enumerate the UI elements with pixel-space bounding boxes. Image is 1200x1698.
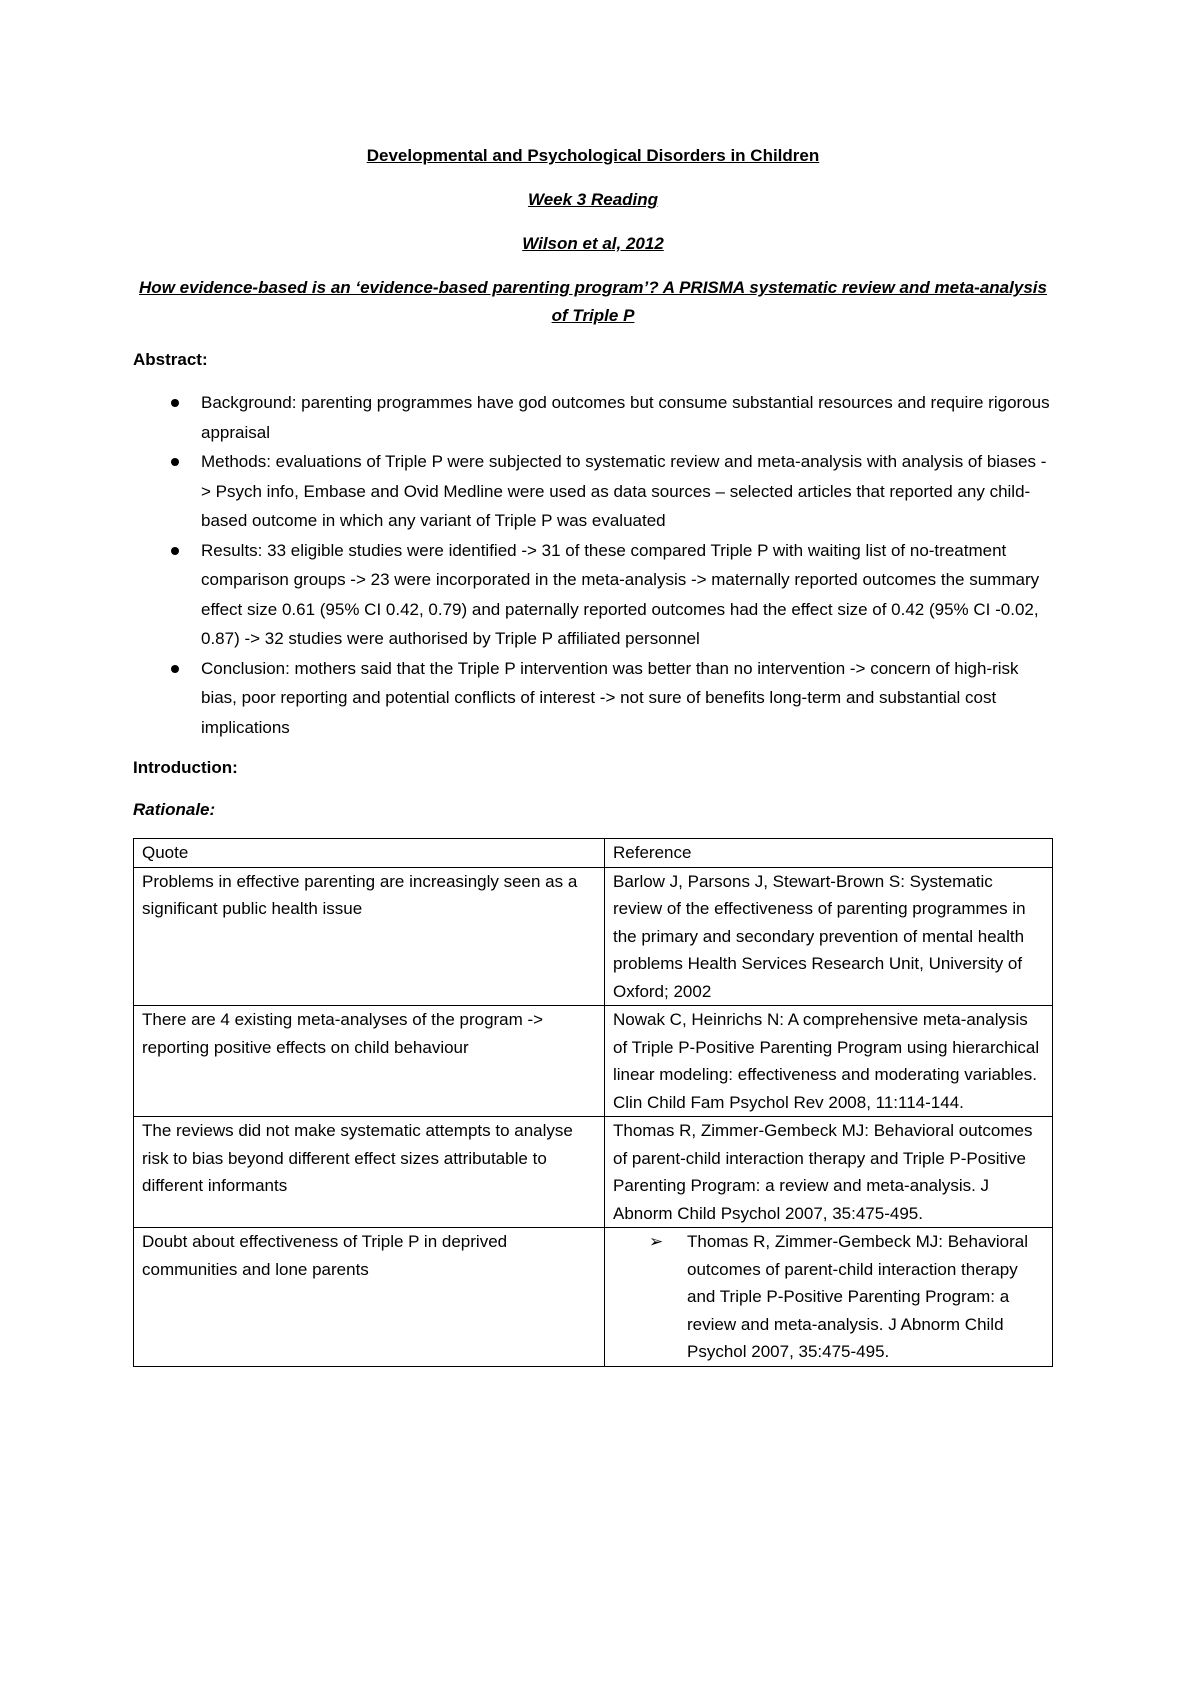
article-title: How evidence-based is an ‘evidence-based parenting program’? A PRISMA systematic review and meta-analysis of Triple P: [139, 278, 1047, 325]
table-row: [134, 867, 1053, 1006]
reference-cell: Barlow J, Parsons J, Stewart-Brown S: Systematic review of the effectiveness of parenting programmes in the primary and secondary prevention of mental health problems Health Services Research Unit, University of Oxford; 2002: [605, 867, 1053, 1006]
rationale-heading: Rationale:: [133, 800, 216, 819]
abstract-item-results: [133, 536, 1053, 654]
bullet-icon: [171, 399, 179, 407]
quote-cell: There are 4 existing meta-analyses of the program -> reporting positive effects on child behaviour: [134, 1006, 605, 1117]
bullet-icon: [171, 458, 179, 466]
introduction-heading: Introduction:: [133, 758, 238, 777]
table-row: [134, 1006, 1053, 1117]
abstract-item-text: Results: 33 eligible studies were identified -> 31 of these compared Triple P with waiting list of no-treatment comparison groups -> 23 were incorporated in the meta-analysis -> maternally reported outcomes the summary effect size 0.61 (95% CI 0.42, 0.79) and paternally reported outcomes had the effect size of 0.42 (95% CI -0.02, 0.87) -> 32 studies were authorised by Triple P affiliated personnel: [201, 540, 1040, 648]
abstract-list: [133, 388, 1053, 742]
arrow-bullet-icon: ➢: [649, 1232, 664, 1251]
abstract-item-text: Methods: evaluations of Triple P were subjected to systematic review and meta-analysis with analysis of biases -> Psych info, Embase and Ovid Medline were used as data sources – selected articles that reported any child-based outcome in which any variant of Triple P was evaluated: [201, 452, 1047, 530]
table-row: [134, 1117, 1053, 1228]
week-label: Week 3 Reading: [527, 190, 659, 209]
bullet-icon: [171, 665, 179, 673]
quote-cell: Doubt about effectiveness of Triple P in deprived communities and lone parents: [134, 1228, 605, 1367]
course-title: Developmental and Psychological Disorders in Children: [366, 146, 820, 165]
abstract-item-conclusion: [133, 654, 1053, 743]
reference-arrow-item: [613, 1228, 1046, 1366]
quote-cell: The reviews did not make systematic attempts to analyse risk to bias beyond different effect sizes attributable to different informants: [134, 1117, 605, 1228]
abstract-item-text: Background: parenting programmes have god outcomes but consume substantial resources and require rigorous appraisal: [201, 393, 1050, 442]
abstract-item-methods: [133, 447, 1053, 536]
table-header-row: [134, 839, 1053, 868]
abstract-heading: Abstract:: [133, 350, 208, 369]
header-quote: Quote: [134, 839, 605, 868]
document-page: [133, 142, 1053, 1367]
rationale-table: [133, 838, 1053, 1367]
reference-text: Thomas R, Zimmer-Gembeck MJ: Behavioral outcomes of parent-child interaction therapy and Triple P-Positive Parenting Program: a review and meta-analysis. J Abnorm Child Psychol 2007, 35:475-495.: [687, 1232, 1029, 1361]
reference-cell: Thomas R, Zimmer-Gembeck MJ: Behavioral outcomes of parent-child interaction therapy and Triple P-Positive Parenting Program: a review and meta-analysis. J Abnorm Child Psychol 2007, 35:475-495.: [605, 1117, 1053, 1228]
reference-cell: [605, 1228, 1053, 1367]
abstract-item-background: [133, 388, 1053, 447]
abstract-item-text: Conclusion: mothers said that the Triple P intervention was better than no intervention -> concern of high-risk bias, poor reporting and potential conflicts of interest -> not sure of benefits long-term and substantial cost implications: [201, 658, 1019, 737]
reference-cell: Nowak C, Heinrichs N: A comprehensive meta-analysis of Triple P-Positive Parenting Program using hierarchical linear modeling: effectiveness and moderating variables. Clin Child Fam Psychol Rev 2008, 11:114-144.: [605, 1006, 1053, 1117]
citation: Wilson et al, 2012: [522, 234, 664, 253]
quote-cell: Problems in effective parenting are increasingly seen as a significant public health issue: [134, 867, 605, 1006]
header-reference: Reference: [605, 839, 1053, 868]
table-row: [134, 1228, 1053, 1367]
bullet-icon: [171, 547, 179, 555]
